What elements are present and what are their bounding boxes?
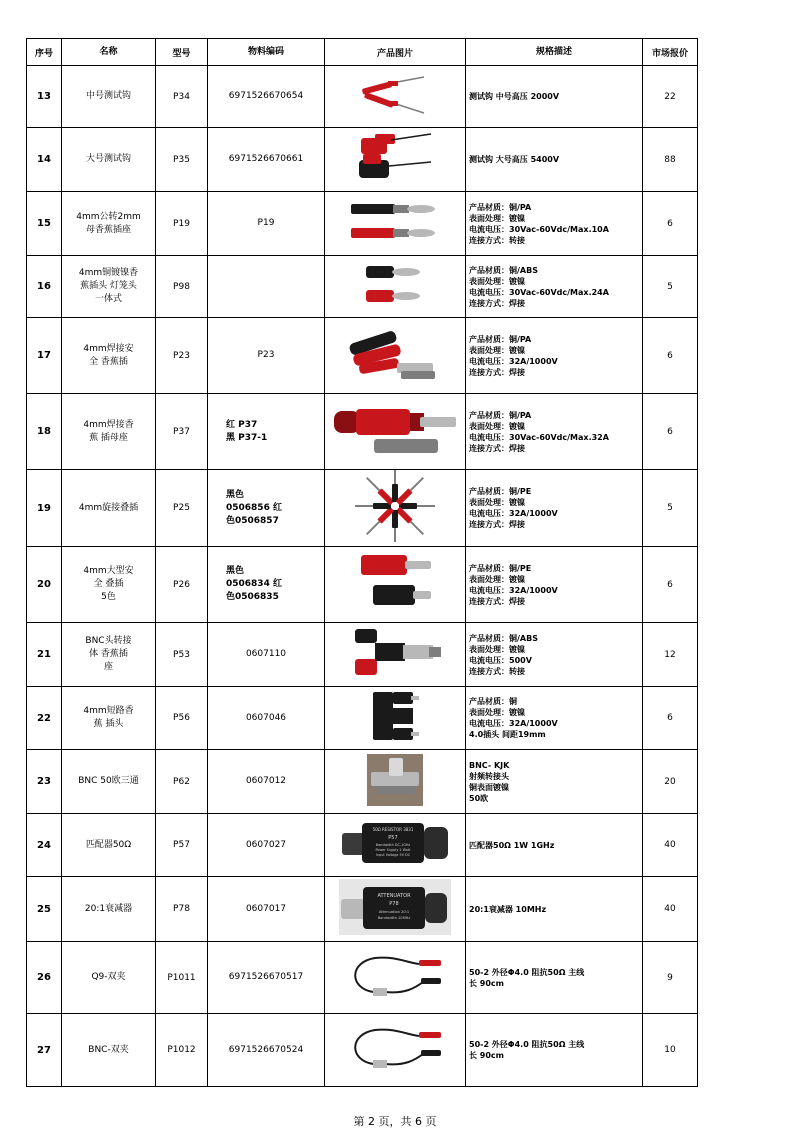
table-row (27, 1014, 698, 1087)
product-name-line: 4mm短路香 (83, 706, 134, 716)
material-code-line: 0607110 (245, 649, 287, 659)
svg-text:P78: P78 (389, 901, 399, 907)
product-name (62, 547, 156, 623)
market-price: 40 (643, 814, 698, 877)
spec-line: 20:1衰减器 10MHz (469, 904, 547, 914)
product-name (62, 256, 156, 318)
header-no: 序号 (27, 39, 62, 66)
material-code (208, 547, 325, 623)
header-name: 名称 (62, 39, 156, 66)
product-image-cell (325, 814, 466, 877)
spec-line: 连接方式：焊接 (469, 443, 525, 453)
spec-line: 连接方式：焊接 (469, 298, 525, 308)
header-model: 型号 (156, 39, 208, 66)
spec-line: 匹配器50Ω 1W 1GHz (469, 840, 555, 850)
product-image-cell (325, 623, 466, 687)
product-name-line: BNC-双夹 (88, 1044, 129, 1055)
table-row (27, 623, 698, 687)
spec-description (466, 623, 643, 687)
spec-line: 4.0插头 间距19mm (469, 730, 546, 739)
product-image-cell (325, 547, 466, 623)
market-price: 88 (643, 128, 698, 192)
spec-line: 连接方式：焊接 (469, 520, 525, 529)
table-row (27, 192, 698, 256)
spec-line: 电流电压：30Vac-60Vdc/Max.24A (469, 287, 609, 297)
product-photo (325, 815, 465, 875)
product-name-line: 4mm铜镀镍香 (78, 268, 139, 278)
material-code-line: 色0506857 (226, 515, 279, 526)
product-photo (325, 260, 465, 314)
row-number: 27 (27, 1014, 62, 1087)
material-code-line: 0607017 (245, 903, 287, 914)
product-photo (325, 198, 465, 250)
product-image-cell (325, 1014, 466, 1087)
material-code-line: 0607012 (245, 776, 287, 786)
spec-line: 铜表面镀镍 (469, 782, 509, 792)
row-number: 18 (27, 394, 62, 470)
product-name (62, 623, 156, 687)
product-photo (325, 132, 465, 188)
material-code (208, 128, 325, 192)
spec-description (466, 750, 643, 814)
spec-description (466, 687, 643, 750)
product-photo (325, 551, 465, 619)
product-photo (325, 73, 465, 121)
product-name-line: 匹配器50Ω (85, 839, 132, 850)
product-name (62, 128, 156, 192)
product-name-line: 母香蕉插座 (85, 224, 131, 235)
svg-text:50Ω RESISTOR 3831: 50Ω RESISTOR 3831 (372, 827, 414, 832)
material-code (208, 66, 325, 128)
material-code-line: 0607027 (245, 839, 287, 850)
spec-line: 连接方式：焊接 (469, 367, 525, 377)
material-code-line: 6971526670654 (228, 91, 304, 101)
material-code (208, 814, 325, 877)
spec-description (466, 814, 643, 877)
product-photo (325, 688, 465, 748)
row-number: 26 (27, 942, 62, 1014)
product-name-line: 4mm焊接安 (83, 343, 134, 354)
header-price: 市场报价 (643, 39, 698, 66)
product-name (62, 192, 156, 256)
spec-line: 产品材质：铜/ABS (469, 265, 538, 275)
product-model: P98 (156, 256, 208, 318)
product-photo (325, 323, 465, 389)
svg-text:ATTENUATOR: ATTENUATOR (377, 893, 411, 899)
material-code-line: 黑色 (226, 489, 245, 500)
material-code (208, 394, 325, 470)
header-image: 产品图片 (325, 39, 466, 66)
spec-line: 表面处理：镀镍 (469, 644, 525, 654)
svg-text:P57: P57 (388, 835, 398, 841)
product-name-line: 蕉 插头 (93, 719, 124, 729)
spec-line: 电流电压：32A/1000V (469, 719, 558, 728)
market-price: 6 (643, 547, 698, 623)
spec-line: 产品材质：铜/PE (469, 563, 532, 573)
table-row (27, 318, 698, 394)
product-name-line: 蕉插头 灯笼头 (80, 281, 137, 291)
product-model: P23 (156, 318, 208, 394)
material-code-line: 黑 P37-1 (226, 432, 268, 443)
spec-line: 电流电压：30Vac-60Vdc/Max.32A (469, 432, 609, 442)
market-price: 40 (643, 877, 698, 942)
spec-description (466, 66, 643, 128)
material-code (208, 750, 325, 814)
product-model: P57 (156, 814, 208, 877)
product-photo (325, 470, 465, 546)
table-row (27, 547, 698, 623)
product-name-line: 体 香蕉插 (89, 649, 128, 659)
product-name-line: Q9-双夹 (91, 972, 126, 982)
row-number: 22 (27, 687, 62, 750)
product-name-line: BNC 50欧三通 (78, 776, 139, 786)
svg-text:Bandwidth DC-1GHz: Bandwidth DC-1GHz (375, 843, 411, 847)
spec-line: 电流电压：32A/1000V (469, 585, 558, 595)
spec-line: 表面处理：镀镍 (469, 421, 525, 431)
spec-line: 长 90cm (469, 1051, 504, 1060)
row-number: 23 (27, 750, 62, 814)
spec-line: 产品材质：铜/PA (469, 202, 532, 212)
table-row (27, 470, 698, 547)
material-code (208, 1014, 325, 1087)
product-model: P62 (156, 750, 208, 814)
spec-description (466, 192, 643, 256)
spec-line: 连接方式：焊接 (469, 596, 525, 606)
product-model: P26 (156, 547, 208, 623)
market-price: 6 (643, 394, 698, 470)
market-price: 9 (643, 942, 698, 1014)
spec-description (466, 942, 643, 1014)
product-image-cell (325, 942, 466, 1014)
material-code (208, 942, 325, 1014)
row-number: 25 (27, 877, 62, 942)
material-code-line: 6971526670661 (228, 154, 304, 164)
product-name-line: 座 (103, 662, 113, 672)
spec-line: 产品材质：铜/PA (469, 410, 532, 420)
spec-description (466, 128, 643, 192)
table-row (27, 128, 698, 192)
table-row (27, 687, 698, 750)
spec-line: 产品材质：铜 (469, 697, 517, 706)
market-price: 5 (643, 256, 698, 318)
spec-line: 长 90cm (469, 978, 504, 988)
product-photo (325, 1020, 465, 1080)
product-name (62, 750, 156, 814)
table-row (27, 750, 698, 814)
product-name-line: 4mm旋接叠插 (78, 502, 139, 513)
table-header-row (27, 39, 698, 66)
spec-line: 电流电压：32A/1000V (469, 356, 558, 366)
product-photo (325, 948, 465, 1008)
product-name-line: 4mm公转2mm (76, 211, 141, 222)
spec-line: 表面处理：镀镍 (469, 708, 525, 717)
product-name (62, 1014, 156, 1087)
product-photo (325, 401, 465, 463)
market-price: 12 (643, 623, 698, 687)
material-code-line: 6971526670524 (228, 1044, 304, 1055)
spec-line: 产品材质：铜/ABS (469, 633, 538, 643)
market-price: 10 (643, 1014, 698, 1087)
row-number: 20 (27, 547, 62, 623)
row-number: 24 (27, 814, 62, 877)
material-code (208, 192, 325, 256)
product-model: P37 (156, 394, 208, 470)
product-photo (325, 877, 465, 941)
spec-line: 连接方式：转接 (469, 666, 525, 676)
product-name-line: 全 香蕉插 (89, 356, 128, 367)
table-row (27, 66, 698, 128)
material-code (208, 318, 325, 394)
spec-line: 50欧 (469, 793, 489, 803)
product-model: P25 (156, 470, 208, 547)
row-number: 14 (27, 128, 62, 192)
product-model: P35 (156, 128, 208, 192)
market-price: 6 (643, 318, 698, 394)
svg-text:Input Voltage 5V DC: Input Voltage 5V DC (375, 853, 411, 857)
product-image-cell (325, 66, 466, 128)
header-code: 物料编码 (208, 39, 325, 66)
spec-line: 射频转接头 (469, 771, 509, 781)
market-price: 6 (643, 192, 698, 256)
product-name (62, 877, 156, 942)
spec-line: 电流电压：32A/1000V (469, 509, 558, 518)
material-code-line: 色0506835 (226, 592, 279, 602)
spec-line: 表面处理：镀镍 (469, 574, 525, 584)
market-price: 6 (643, 687, 698, 750)
row-number: 15 (27, 192, 62, 256)
table-row (27, 877, 698, 942)
material-code-line: 0506834 红 (226, 579, 282, 589)
market-price: 20 (643, 750, 698, 814)
product-photo (325, 625, 465, 685)
product-name-line: 一体式 (94, 294, 122, 304)
row-number: 13 (27, 66, 62, 128)
header-spec: 规格描述 (466, 39, 643, 66)
product-image-cell (325, 394, 466, 470)
spec-line: 测试钩 中号高压 2000V (469, 92, 560, 101)
product-name-line: BNC头转接 (85, 636, 132, 646)
product-name-line: 蕉 插母座 (89, 432, 128, 443)
spec-line: 测试钩 大号高压 5400V (469, 155, 560, 164)
svg-text:Power Supply 1 Watt: Power Supply 1 Watt (375, 848, 411, 852)
spec-line: 电流电压：500V (469, 655, 532, 665)
spec-line: 产品材质：铜/PA (469, 334, 532, 344)
row-number: 16 (27, 256, 62, 318)
table-row (27, 814, 698, 877)
spec-line: 表面处理：镀镍 (469, 276, 525, 286)
product-name (62, 687, 156, 750)
product-name-line: 4mm焊接香 (83, 419, 134, 430)
spec-line: 电流电压：30Vac-60Vdc/Max.10A (469, 224, 609, 234)
product-name (62, 394, 156, 470)
spec-description (466, 1014, 643, 1087)
spec-description (466, 470, 643, 547)
product-image-cell (325, 470, 466, 547)
product-model: P34 (156, 66, 208, 128)
spec-description (466, 547, 643, 623)
row-number: 19 (27, 470, 62, 547)
market-price: 22 (643, 66, 698, 128)
spec-description (466, 877, 643, 942)
product-name-line: 全 叠插 (93, 579, 124, 589)
spec-line: 50-2 外径Φ4.0 阻抗50Ω 主线 (469, 967, 585, 977)
spec-line: 表面处理：镀镍 (469, 345, 525, 355)
product-image-cell (325, 256, 466, 318)
product-image-cell (325, 128, 466, 192)
material-code-line: 0506856 红 (226, 502, 282, 513)
page-footer: 第 2 页，共 6 页 (353, 1115, 437, 1128)
product-model: P1012 (156, 1014, 208, 1087)
spec-line: 50-2 外径Φ4.0 阻抗50Ω 主线 (469, 1040, 585, 1049)
material-code (208, 623, 325, 687)
product-name (62, 66, 156, 128)
row-number: 21 (27, 623, 62, 687)
product-name-line: 大号测试钩 (85, 154, 131, 164)
spec-line: 表面处理：镀镍 (469, 498, 525, 507)
svg-text:Bandwidth 10MHz: Bandwidth 10MHz (377, 916, 411, 920)
product-name (62, 942, 156, 1014)
spec-line: BNC- KJK (469, 760, 510, 770)
spec-description (466, 394, 643, 470)
table-row (27, 256, 698, 318)
product-image-cell (325, 192, 466, 256)
material-code-line: 6971526670517 (228, 972, 304, 982)
material-code-line: 0607046 (245, 712, 287, 723)
product-name-line: 5色 (101, 592, 116, 602)
product-name-line: 4mm大型安 (83, 566, 134, 576)
product-model: P19 (156, 192, 208, 256)
product-model: P56 (156, 687, 208, 750)
row-number: 17 (27, 318, 62, 394)
table-row (27, 942, 698, 1014)
material-code (208, 877, 325, 942)
material-code-line: 黑色 (226, 566, 245, 576)
material-code-line: P23 (257, 350, 275, 360)
product-table (26, 38, 698, 1087)
spec-line: 连接方式：转接 (469, 235, 525, 245)
product-model: P53 (156, 623, 208, 687)
product-name (62, 318, 156, 394)
material-code (208, 687, 325, 750)
material-code (208, 470, 325, 547)
product-photo (325, 754, 465, 810)
product-name (62, 814, 156, 877)
spec-description (466, 318, 643, 394)
product-name-line: 20:1衰减器 (84, 903, 133, 914)
material-code-line: 红 P37 (226, 419, 258, 430)
product-image-cell (325, 750, 466, 814)
spec-description (466, 256, 643, 318)
material-code-line: P19 (257, 218, 275, 228)
product-model: P1011 (156, 942, 208, 1014)
product-name (62, 470, 156, 547)
svg-text:Attenuation 20:1: Attenuation 20:1 (378, 910, 410, 914)
spec-line: 表面处理：镀镍 (469, 213, 525, 223)
product-image-cell (325, 877, 466, 942)
product-image-cell (325, 687, 466, 750)
spec-line: 产品材质：铜/PE (469, 487, 532, 496)
product-name-line: 中号测试钩 (85, 91, 131, 101)
market-price: 5 (643, 470, 698, 547)
product-image-cell (325, 318, 466, 394)
material-code (208, 256, 325, 318)
product-model: P78 (156, 877, 208, 942)
table-row (27, 394, 698, 470)
